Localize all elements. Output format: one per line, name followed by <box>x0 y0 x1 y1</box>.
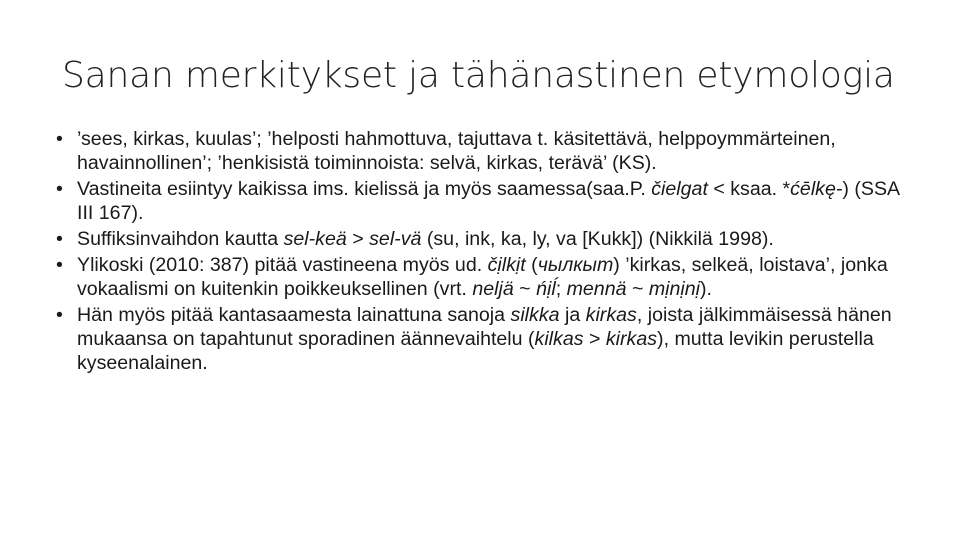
bullet-marker: • <box>56 304 63 326</box>
bullet-text: Vastineita esiintyy kaikissa ims. kielissä ja myös saamessa(saa.P. <box>77 178 652 200</box>
bullet-text: Suffiksinvaihdon kautta <box>77 228 284 250</box>
bullet-text: Ylikoski (2010: 387) pitää vastineena myös ud. <box>77 254 488 276</box>
bullet-text: ~ <box>513 278 537 300</box>
bullet-italic-text: ćēlkę- <box>790 178 843 200</box>
bullet-italic-text: kilkas <box>534 328 584 350</box>
bullet-marker: • <box>56 228 63 250</box>
bullet-italic-text: čielgat <box>651 178 708 200</box>
bullet-italic-text: sel-vä <box>369 228 422 250</box>
bullet-item <box>56 303 916 375</box>
bullet-marker: • <box>56 254 63 276</box>
bullet-marker: • <box>56 128 63 150</box>
bullet-italic-text: mịnịnị <box>648 278 701 300</box>
bullet-item <box>56 253 916 301</box>
bullet-text: < ksaa. * <box>707 178 791 200</box>
bullet-italic-text: sel-keä <box>283 228 347 250</box>
bullet-text: ; <box>555 278 567 300</box>
bullet-marker: • <box>56 178 63 200</box>
bullet-text: ( <box>525 254 538 276</box>
bullet-text: ) (SSA III 167). <box>77 178 900 224</box>
bullet-italic-text: mennä <box>566 278 627 300</box>
bullet-italic-text: čịlkịt <box>487 254 526 276</box>
bullet-item <box>56 127 916 175</box>
bullet-text: (su, ink, ka, ly, va [Kukk]) (Nikkilä 1998). <box>421 228 774 250</box>
bullet-text: ~ <box>626 278 649 300</box>
bullet-italic-text: silkka <box>510 304 560 326</box>
bullet-italic-text: kirkas <box>585 304 637 326</box>
bullet-text: > <box>346 228 370 250</box>
bullet-italic-text: чылкыт <box>537 254 614 276</box>
bullet-text: ja <box>559 304 586 326</box>
bullet-item <box>56 177 916 225</box>
bullet-list <box>56 127 916 377</box>
bullet-text: ), mutta levikin perustella kyseenalainen. <box>77 328 874 374</box>
bullet-item <box>56 227 916 251</box>
bullet-text: , joista jälkimmäisessä hänen mukaansa on tapahtunut sporadinen äännevaihtelu ( <box>77 304 892 350</box>
bullet-italic-text: ńịĺ <box>536 278 556 300</box>
bullet-italic-text: neljä <box>472 278 514 300</box>
bullet-text: Hän myös pitää kantasaamesta lainattuna sanoja <box>77 304 511 326</box>
bullet-text: > <box>583 328 606 350</box>
bullet-italic-text: kirkas <box>605 328 658 350</box>
slide-title: Sanan merkitykset ja tähänastinen etymologia <box>62 55 895 96</box>
bullet-text: ’sees, kirkas, kuulas’; ’helposti hahmottuva, tajuttava t. käsitettävä, helppoymmärteinen, havainnollinen’; ’henkisistä toiminnoista: selvä, kirkas, terävä’ (KS). <box>77 128 836 174</box>
bullet-text: ) ’kirkas, selkeä, loistava’, jonka vokaalismi on kuitenkin poikkeuksellinen (vrt. <box>77 254 888 300</box>
bullet-text: ). <box>700 278 712 300</box>
